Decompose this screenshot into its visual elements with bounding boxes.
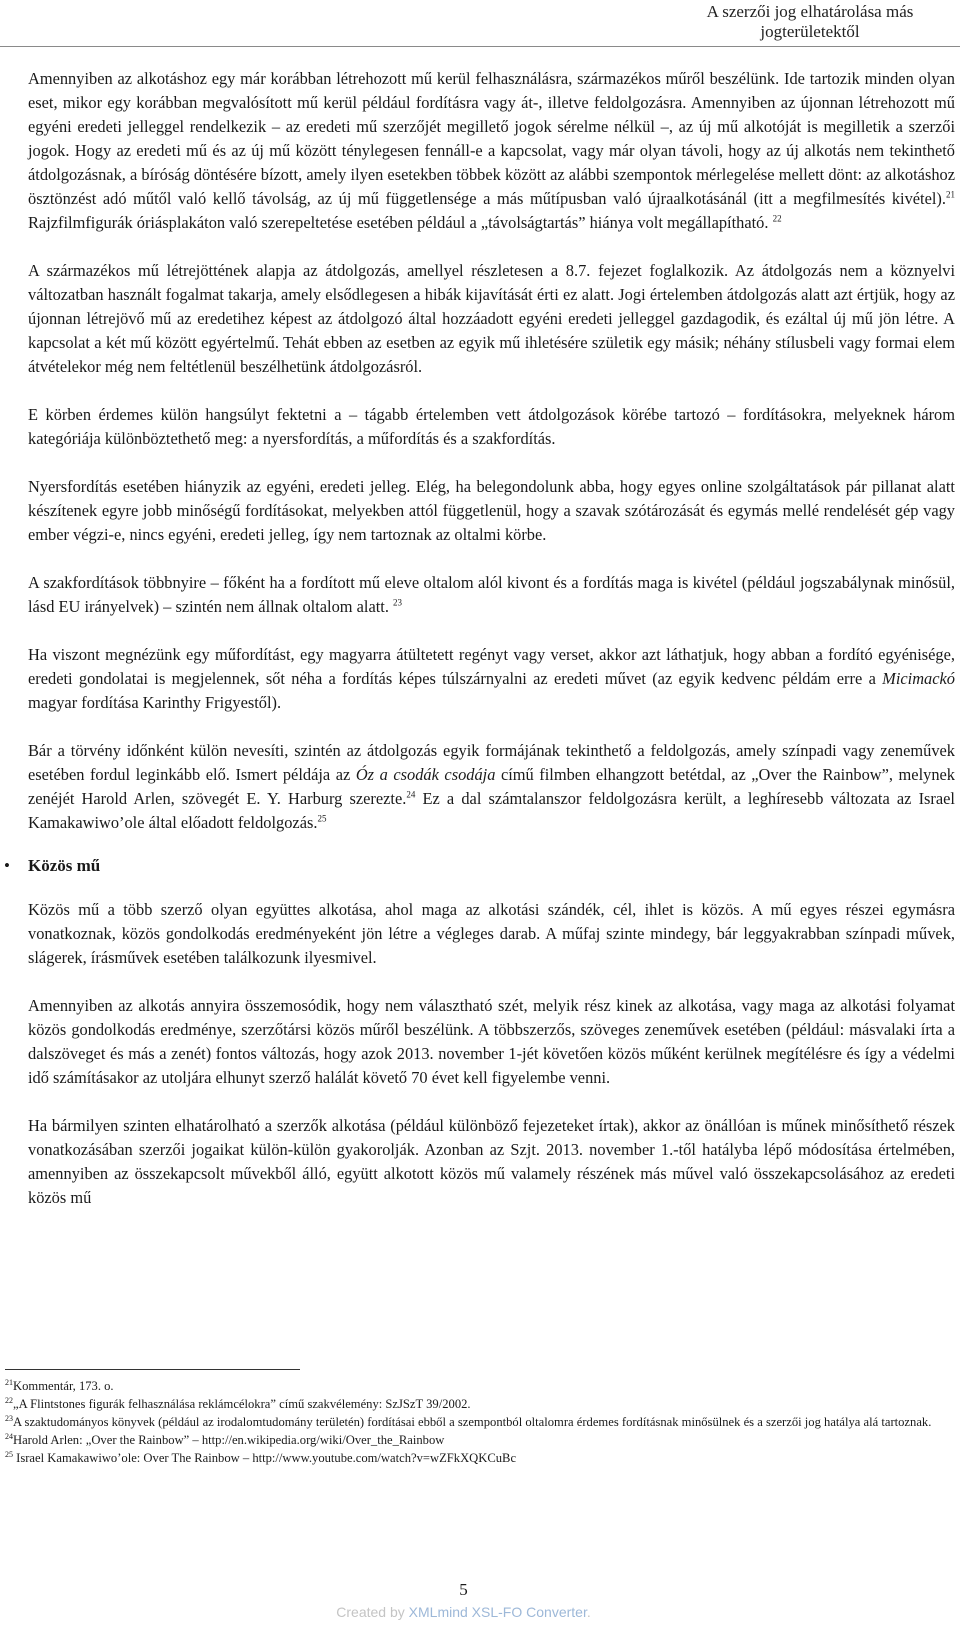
footnote-23: $^{23}$A szaktudományos könyvek (például az irodalomtudomány területén) fordításai ebből a szempontból oltalomra érdemes fordításnak minősülnek és a szerzői jog hatálya alá tartoznak. — [5, 1413, 932, 1429]
footnote-24: $^{24}$Harold Arlen: „Over the Rainbow” – http://en.wikipedia.org/wiki/Over_the_Rainbow — [5, 1431, 445, 1447]
footnote-22: $^{22}$„A Flintstones figurák felhasználása reklámcélokra” című szakvélemény: SzJSzT 39/2002. — [5, 1395, 471, 1411]
footnotes — [5, 1377, 950, 1467]
paragraph-joint-work: Közös mű a több szerző olyan együttes alkotása, ahol maga az alkotási szándék, cél, ihlet is közös. A mű egyes részei egymásra vonatkoznak, közös gondolkodás eredményeként jön létre a végleges darab. A műfaj szinte mindegy, bár leggyakrabban színpadi művek, slágerek, írásművek esetében találkozunk ilyesmivel. — [28, 900, 955, 967]
running-title — [660, 2, 960, 42]
page-number: 5 — [459, 1580, 468, 1599]
footnote-25: $^{25}$ Israel Kamakawiwo’ole: Over The Rainbow – http://www.youtube.com/watch?v=wZFkXQKCuBc — [5, 1449, 517, 1465]
header-divider — [0, 46, 960, 47]
paragraph-derivative-work: Amennyiben az alkotáshoz egy már korábban létrehozott mű kerül felhasználásra, származékos műről beszélünk. Ide tartozik minden olyan eset, mikor egy korábban megvalósított mű kerül például fordításra vagy át-, illetve feldolgozásra. Amennyiben az újonnan létrehozott mű egyéni eredeti jelleggel rendelkezik – az eredeti mű szerzőjét megillető jogok sérelme nélkül –, az új mű alkotóját is megilletik a szerzői jogok. Hogy az eredeti mű és az új mű között ténylegesen fennáll-e a kapcsolat, vagy már olyan távoli, hogy az új alkotás nem tekinthető átdolgozásnak, a bíróság döntésére bízott, amely ilyen esetekben többek között az alábbi szempontok mérlegelése mellett dönt: az alkotáshoz ösztönzést adó műtől való kellő távolság, az új mű függetlensége a más műtípusban való újraalkotásánál (itt a megfilmesítés kivétel).$^{21}$ Rajzfilmfigurák óriásplakáton való szerepeltetése esetében például a „távolságtartás” hiánya volt megállapítható. $^{22}$ — [28, 69, 955, 232]
paragraph-adaptation: A származékos mű létrejöttének alapja az átdolgozás, amellyel részletesen a 8.7. fejezet foglalkozik. Az átdolgozás nem a köznyelvi változatban használt fogalmat takarja, amely elsődlegesen a hibák kijavítását érti ez alatt. Jogi értelemben átdolgozás alatt azt értjük, hogy az újonnan létrejövő mű az eredetihez képest az átdolgozó által hozzáadott egyéni eredeti jelleggel gazdagodik, és ezáltal új mű jön létre. A kapcsolat a két mű között egyértelmű. Tehát ebben az esetben az egyik mű ihletésére születik egy másik; néhány stílusbeli vagy formai elem átvételekor még nem feltétlenül beszélhetünk átdolgozásról. — [28, 261, 955, 376]
generator-footer: Created by XMLmind XSL-FO Converter. — [336, 1604, 591, 1620]
footnote-ref-24[interactable]: 24 — [406, 789, 416, 800]
bullet-icon: • — [4, 856, 10, 875]
paragraph-literary-translation: Ha viszont megnézünk egy műfordítást, egy magyarra átültetett regényt vagy verset, akkor azt láthatjuk, hogy abban a fordító egyénisége, eredeti gondolatai is megjelennek, sőt néha a fordítás képes túlszárnyalni az eredeti művet (az egyik kedvenc példám erre a Micimackó magyar fordítása Karinthy Frigyestől). — [28, 645, 955, 712]
book-title-micimacko: Micimackó — [882, 669, 955, 688]
section-heading-label: Közös mű — [28, 856, 101, 875]
paragraph-translations: E körben érdemes külön hangsúlyt fektetni a – tágabb értelemben vett átdolgozások körébe tartozó – fordításokra, melyeknek három kategóriája különböztethető meg: a nyersfordítás, a műfordítás és a szakfordítás. — [28, 405, 955, 448]
running-title-line1: A szerzői jog elhatárolása más — [706, 2, 914, 21]
main-text — [4, 67, 955, 1234]
running-title-line2: jogterületektől — [760, 22, 860, 41]
footnote-ref-21[interactable]: 21 — [946, 189, 955, 200]
section-heading-kozos-mu — [4, 854, 955, 878]
film-title-oz: Óz a csodák csodája — [355, 765, 496, 784]
paragraph-co-author-work: Amennyiben az alkotás annyira összemosódik, hogy nem választható szét, melyik rész kinek az alkotása, vagy maga az alkotási folyamat közös gondolkodás eredménye, szerzőtársi közös műről beszélünk. A többszerzős, szöveges zeneművek esetében (például: másvalaki írta a dalszöveget és más a zenét) fontos változás, hogy azok 2013. november 1-jét követően közös műként kerülnek megítélésre és így a védelmi idő számításakor az utoljára elhunyt szerző halálát követő 70 évet kell figyelembe venni. — [28, 996, 955, 1087]
footnote-divider — [5, 1369, 300, 1370]
generator-brand: XMLmind XSL-FO Converter — [408, 1604, 587, 1620]
paragraph-raw-translation: Nyersfordítás esetében hiányzik az egyéni, eredeti jelleg. Elég, ha belegondolunk abba, hogy egyes online szolgáltatások pár pillanat alatt készítenek egyre jobb minőségű fordításokat, melyekben attól függetlenül, hogy a szavak szótározását és egymás mellé rendelését gép vagy ember végzi-e, nincs egyéni, eredeti jelleg, így nem tartoznak az oltalmi körbe. — [28, 477, 955, 544]
footnote-ref-22[interactable]: 22 — [772, 213, 782, 224]
paragraph-technical-translation: A szakfordítások többnyire – főként ha a fordított mű eleve oltalom alól kivont és a fordítás maga is kivétel (például jogszabálynak minősül, lásd EU irányelvek) – szintén nem állnak oltalom alatt. $^{23}$ — [28, 573, 955, 616]
paragraph-separable-work: Ha bármilyen szinten elhatárolható a szerzők alkotása (például különböző fejezeteket írtak), akkor az önállóan is műnek minősíthető részek vonatkozásában szerzői jogaikat külön-külön gyakorolják. Azonban az Szjt. 2013. november 1.-től hatályba lépő módosítása értelmében, amennyiben az összekapcsolt művekből álló, együtt alkotott közös mű valamely részének más művel való összekapcsolásához az eredeti közös mű — [28, 1116, 955, 1207]
footnote-ref-23[interactable]: 23 — [393, 597, 403, 608]
footnote-ref-25[interactable]: 25 — [317, 813, 327, 824]
paragraph-arrangement: Bár a törvény időnként külön nevesíti, szintén az átdolgozás egyik formájának tekinthető a feldolgozás, amely színpadi vagy zeneművek esetében fordul leginkább elő. Ismert példája az Óz a csodák csodája című filmben elhangzott betétdal, az „Over the Rainbow”, melynek zenéjét Harold Arlen, szövegét E. Y. Harburg szerezte.$^{24}$ Ez a dal számtalanszor feldolgozásra került, a leghíresebb változata az Israel Kamakawiwo’ole által előadott feldolgozás.$^{25}$ — [28, 741, 955, 832]
footnote-21: $^{21}$Kommentár, 173. o. — [5, 1377, 114, 1393]
